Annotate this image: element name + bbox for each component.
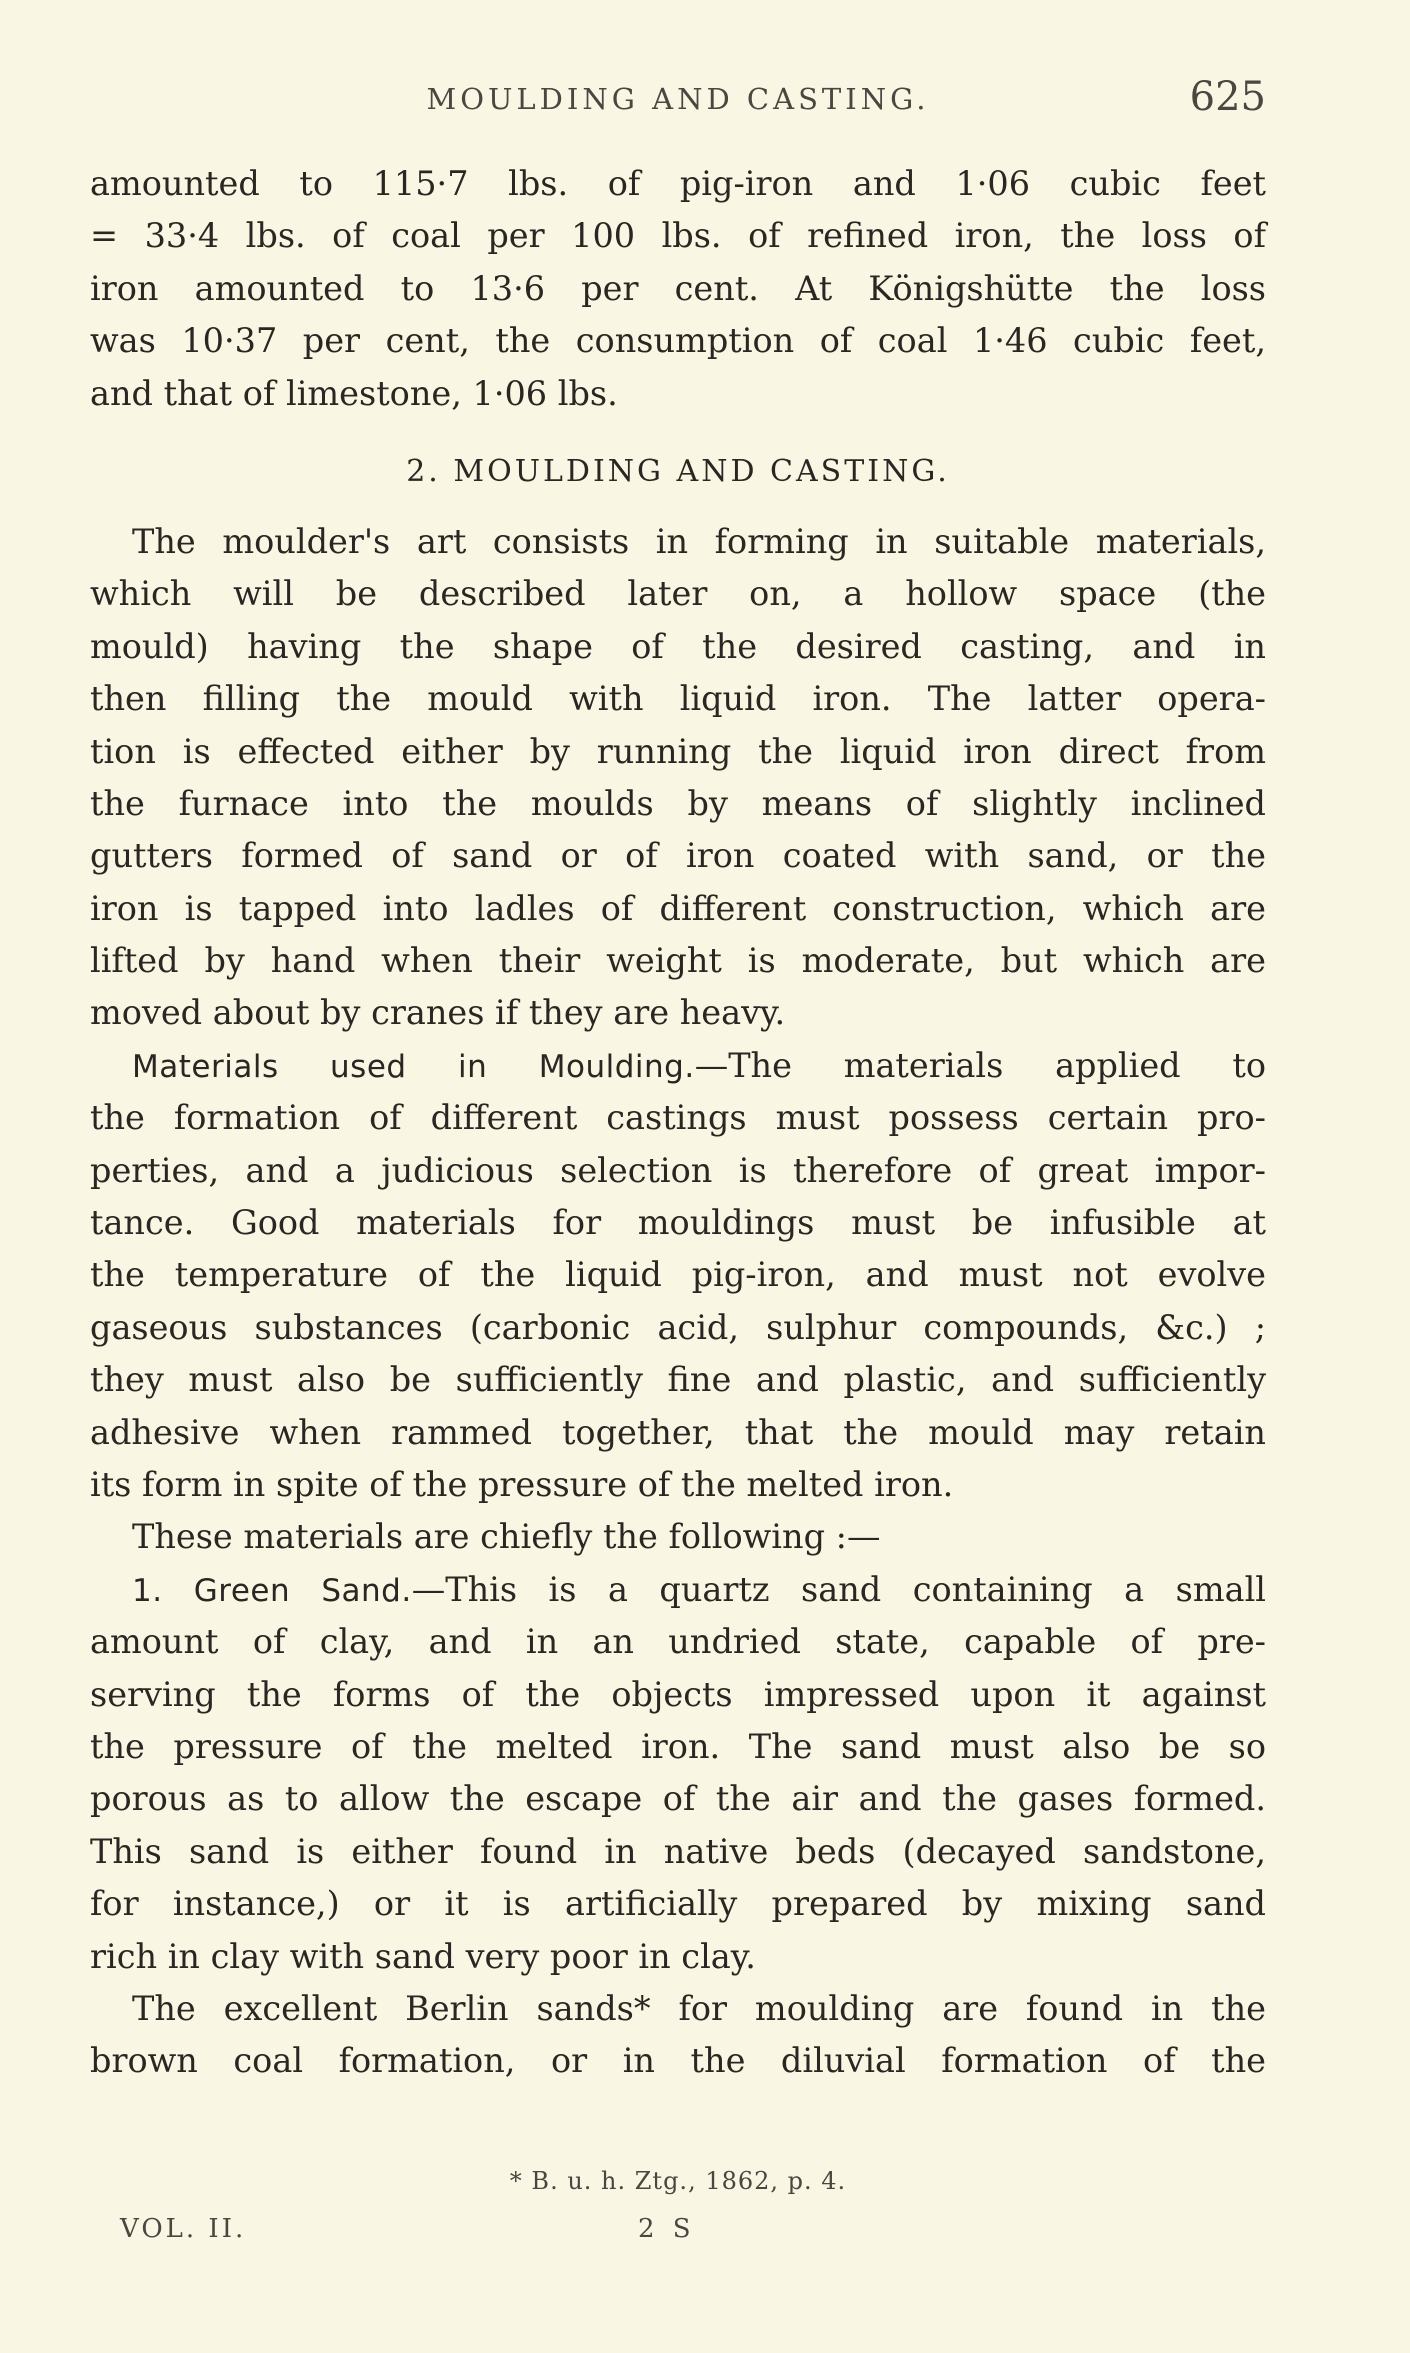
text-line: moved about by cranes if they are heavy. bbox=[90, 993, 786, 1033]
text-line: The moulder's art consists in forming in suitable materials, bbox=[132, 521, 1266, 561]
volume-label: VOL. II. bbox=[120, 2214, 247, 2244]
paragraph-continuation bbox=[90, 158, 1266, 420]
text-line: brown coal formation, or in the diluvial formation of the bbox=[90, 2041, 1266, 2081]
text-line: This sand is either found in native beds (decayed sandstone, bbox=[90, 1831, 1266, 1871]
text-line: gaseous substances (carbonic acid, sulphur compounds, &c.) ; bbox=[90, 1307, 1266, 1347]
line-rest: —This is a quartz sand containing a small bbox=[411, 1569, 1266, 1609]
text-line: for instance,) or it is artificially prepared by mixing sand bbox=[90, 1884, 1266, 1924]
text-line bbox=[90, 1040, 1266, 1092]
paragraph-materials-list-intro bbox=[90, 1511, 1266, 1563]
running-head bbox=[90, 74, 1266, 122]
paragraph-berlin-sands bbox=[90, 1983, 1266, 2088]
text-line: lifted by hand when their weight is moderate, but which are bbox=[90, 941, 1266, 981]
text-line: mould) having the shape of the desired casting, and in bbox=[90, 626, 1266, 666]
text-line: perties, and a judicious selection is therefore of great impor- bbox=[90, 1150, 1266, 1190]
section-heading: 2. MOULDING AND CASTING. bbox=[406, 453, 950, 489]
text-line: amount of clay, and in an undried state, capable of pre- bbox=[90, 1622, 1266, 1662]
text-line: the furnace into the moulds by means of slightly inclined bbox=[90, 783, 1266, 823]
printer-signature: 2 S bbox=[638, 2214, 696, 2244]
text-line: rich in clay with sand very poor in clay. bbox=[90, 1936, 756, 1976]
text-line: gutters formed of sand or of iron coated with sand, or the bbox=[90, 836, 1266, 876]
text-line: tion is effected either by running the liquid iron direct from bbox=[90, 731, 1266, 771]
run-in-heading: 1. Green Sand. bbox=[132, 1572, 412, 1609]
text-line: the pressure of the melted iron. The sand must also be so bbox=[90, 1726, 1266, 1766]
paragraph-green-sand bbox=[90, 1564, 1266, 1983]
page-number: 625 bbox=[1189, 74, 1266, 120]
line-rest: —The materials applied to bbox=[694, 1045, 1267, 1085]
text-line: its form in spite of the pressure of the melted iron. bbox=[90, 1464, 954, 1504]
text-line: tance. Good materials for mouldings must be infusible at bbox=[90, 1203, 1266, 1243]
text-line: adhesive when rammed together, that the mould may retain bbox=[90, 1412, 1266, 1452]
page-footer bbox=[90, 2214, 1266, 2254]
text-line: which will be described later on, a hollow space (the bbox=[90, 574, 1266, 614]
text-line: = 33·4 lbs. of coal per 100 lbs. of refined iron, the loss of bbox=[90, 216, 1266, 256]
text-line: and that of limestone, 1·06 lbs. bbox=[90, 373, 618, 413]
text-line: serving the forms of the objects impressed upon it against bbox=[90, 1674, 1266, 1714]
text-line: then filling the mould with liquid iron. The latter opera- bbox=[90, 679, 1266, 719]
text-line: iron amounted to 13·6 per cent. At Königshütte the loss bbox=[90, 268, 1266, 308]
text-line: the temperature of the liquid pig-iron, and must not evolve bbox=[90, 1255, 1266, 1295]
run-in-heading: Materials used in Moulding. bbox=[132, 1048, 695, 1085]
text-line: they must also be sufficiently fine and plastic, and sufficiently bbox=[90, 1360, 1266, 1400]
text-line: These materials are chiefly the following :— bbox=[132, 1517, 881, 1557]
text-line: The excellent Berlin sands* for moulding are found in the bbox=[132, 1988, 1266, 2028]
text-line bbox=[90, 1564, 1266, 1616]
text-line: iron is tapped into ladles of different construction, which are bbox=[90, 888, 1266, 928]
footnote: * B. u. h. Ztg., 1862, p. 4. bbox=[509, 2167, 847, 2195]
body-text bbox=[90, 158, 1266, 2088]
text-line: was 10·37 per cent, the consumption of coal 1·46 cubic feet, bbox=[90, 321, 1266, 361]
text-line: porous as to allow the escape of the air and the gases formed. bbox=[90, 1779, 1266, 1819]
text-line: amounted to 115·7 lbs. of pig-iron and 1·06 cubic feet bbox=[90, 164, 1266, 203]
text-line: the formation of different castings must possess certain pro- bbox=[90, 1098, 1266, 1138]
running-title: MOULDING AND CASTING. bbox=[426, 82, 930, 116]
paragraph-materials bbox=[90, 1040, 1266, 1512]
paragraph-moulders-art bbox=[90, 516, 1266, 1040]
